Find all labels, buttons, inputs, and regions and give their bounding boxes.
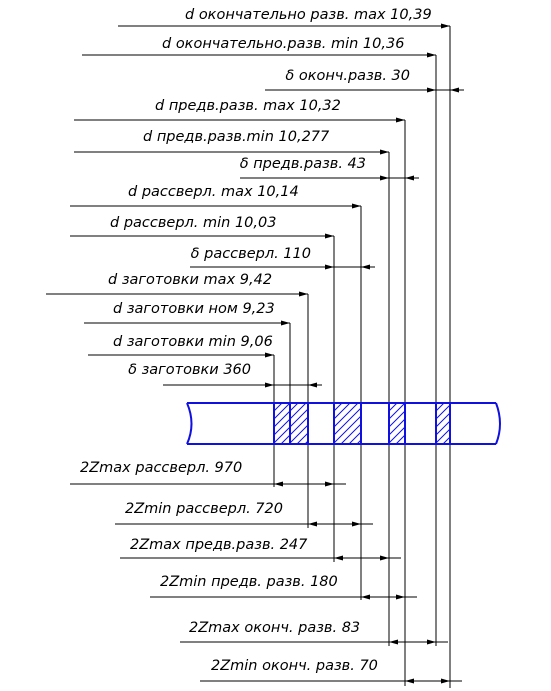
allowance-label: 2Zmax оконч. разв. 83 [189,620,361,636]
hatch-line [281,417,308,444]
arrow-icon [281,321,290,326]
dimension-label: d заготовки ном 9,23 [113,301,275,317]
arrow-icon [389,640,398,645]
arrow-icon [325,234,334,239]
allowance-label: 2Zmin предв. разв. 180 [160,574,338,590]
arrow-icon [352,204,361,209]
arrow-icon [380,556,389,561]
dimension-label: d окончательно.разв. min 10,36 [162,36,405,52]
allowance-label: 2Zmax рассверл. 970 [80,460,243,476]
arrow-icon [274,482,283,487]
arrow-icon [380,176,389,181]
hatch-line [396,435,405,444]
allowance-label: 2Zmin рассверл. 720 [125,501,283,517]
arrow-icon [361,265,370,270]
dimension-label: δ заготовки 360 [128,362,251,378]
dimension-label: d окончательно разв. max 10,39 [185,7,432,23]
hatch-line [389,419,405,435]
arrow-icon [308,383,317,388]
dimension-label: δ предв.разв. 43 [239,156,366,172]
band-left-break [187,403,192,444]
arrow-icon [405,679,414,684]
dimension-label: d предв.разв. max 10,32 [155,98,341,114]
arrow-icon [450,88,459,93]
hatch-line [334,416,361,443]
arrow-icon [265,353,274,358]
dimension-labels [80,7,432,674]
hatch-line [436,429,450,443]
arrow-icon [334,556,343,561]
arrow-icon [299,292,308,297]
arrow-icon [361,595,370,600]
hatch-line [274,403,282,411]
arrow-icon [396,595,405,600]
dimension-label: d заготовки max 9,42 [108,272,273,288]
arrow-icon [325,482,334,487]
arrow-icon [308,522,317,527]
hatch-line [389,411,405,427]
workpiece-band [187,403,500,444]
arrow-icon [441,679,450,684]
arrow-icon [325,265,334,270]
arrow-icon [427,88,436,93]
arrow-icon [352,522,361,527]
hatch-line [389,427,405,443]
hatch-line [436,413,450,427]
hatch-line [389,403,405,419]
hatch-line [443,437,450,444]
arrow-icon [396,118,405,123]
hatch-line [274,403,290,419]
hatch-line [389,403,397,411]
hatch-line [436,405,450,419]
hatch-line [436,403,444,411]
dimension-label: δ оконч.разв. 30 [285,68,410,84]
hatch-line [436,421,450,435]
allowance-label: 2Zmin оконч. разв. 70 [211,658,378,674]
band-right-break [496,403,500,444]
dimension-label: δ рассверл. 110 [190,246,311,262]
dimension-label: d заготовки min 9,06 [113,334,273,350]
hatch-line [334,408,361,435]
allowance-label: 2Zmax предв.разв. 247 [130,537,308,553]
hatch-line [334,403,350,419]
arrow-icon [441,24,450,29]
dimension-label: d рассверл. max 10,14 [128,184,299,200]
dimension-label: d рассверл. min 10,03 [110,215,277,231]
hatch-line [341,424,361,444]
arrow-icon [265,383,274,388]
arrow-icon [427,640,436,645]
arrow-icon [380,150,389,155]
hatch-line [404,443,405,444]
arrow-icon [427,53,436,58]
hatch-line [334,403,342,411]
hatch-line [289,425,308,444]
arrow-icon [405,176,414,181]
dimension-label: d предв.разв.min 10,277 [143,129,330,145]
